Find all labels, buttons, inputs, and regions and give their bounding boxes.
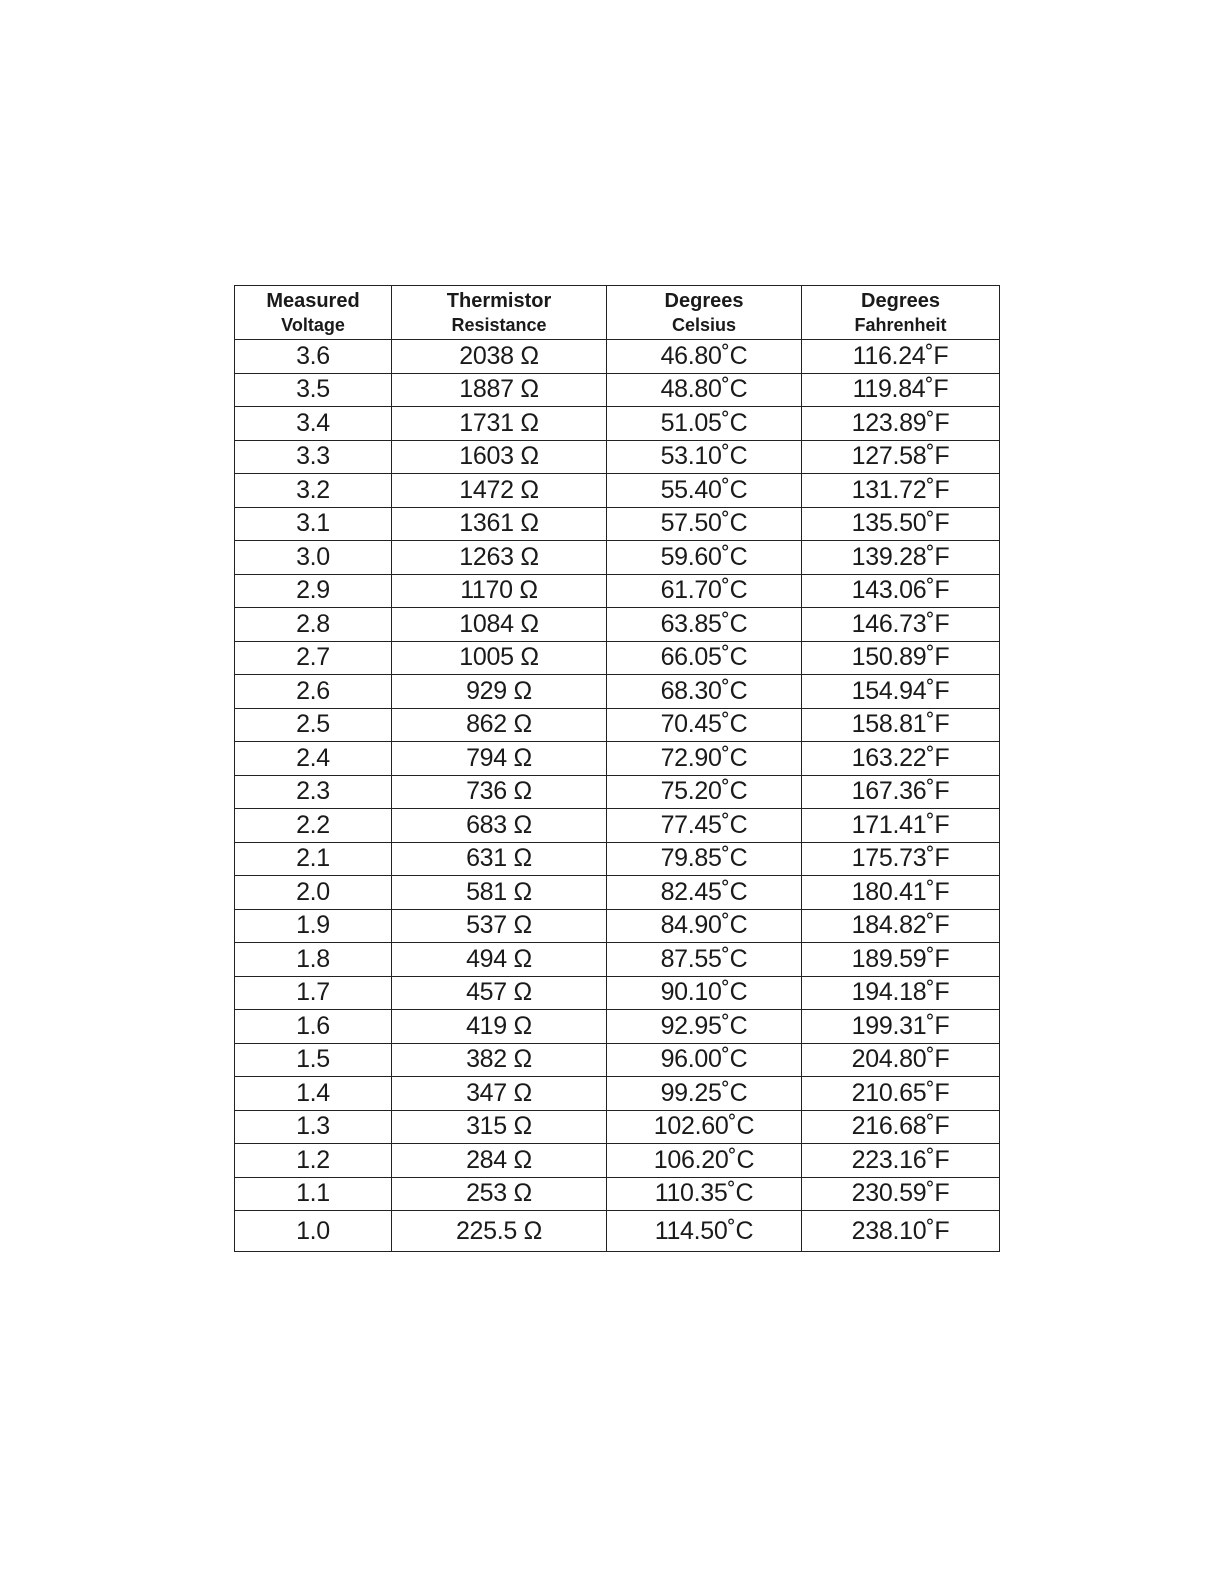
resistance-cell: 457 Ω — [392, 976, 607, 1010]
celsius-cell: 87.55˚C — [607, 943, 802, 977]
fahrenheit-cell: 158.81˚F — [802, 708, 1000, 742]
voltage-cell: 1.8 — [235, 943, 392, 977]
fahrenheit-cell: 116.24˚F — [802, 340, 1000, 374]
resistance-cell: 315 Ω — [392, 1110, 607, 1144]
fahrenheit-cell: 167.36˚F — [802, 775, 1000, 809]
table-row — [235, 1211, 1000, 1252]
voltage-cell: 2.3 — [235, 775, 392, 809]
voltage-cell: 2.4 — [235, 742, 392, 776]
resistance-cell: 1263 Ω — [392, 541, 607, 575]
voltage-cell: 1.0 — [235, 1211, 392, 1252]
voltage-cell: 2.1 — [235, 842, 392, 876]
celsius-cell: 53.10˚C — [607, 440, 802, 474]
header-line2: Celsius — [671, 314, 737, 335]
celsius-cell: 77.45˚C — [607, 809, 802, 843]
celsius-cell: 72.90˚C — [607, 742, 802, 776]
table-row — [235, 440, 1000, 474]
table-row — [235, 340, 1000, 374]
resistance-cell: 683 Ω — [392, 809, 607, 843]
resistance-cell: 1084 Ω — [392, 608, 607, 642]
resistance-cell: 631 Ω — [392, 842, 607, 876]
celsius-cell: 92.95˚C — [607, 1010, 802, 1044]
fahrenheit-cell: 119.84˚F — [802, 373, 1000, 407]
fahrenheit-cell: 131.72˚F — [802, 474, 1000, 508]
voltage-cell: 1.6 — [235, 1010, 392, 1044]
celsius-cell: 82.45˚C — [607, 876, 802, 910]
voltage-cell: 3.3 — [235, 440, 392, 474]
resistance-cell: 1170 Ω — [392, 574, 607, 608]
table-row — [235, 407, 1000, 441]
celsius-cell: 110.35˚C — [607, 1177, 802, 1211]
table-row — [235, 574, 1000, 608]
celsius-cell: 75.20˚C — [607, 775, 802, 809]
celsius-cell: 114.50˚C — [607, 1211, 802, 1252]
fahrenheit-cell: 223.16˚F — [802, 1144, 1000, 1178]
table-row — [235, 641, 1000, 675]
celsius-cell: 79.85˚C — [607, 842, 802, 876]
fahrenheit-cell: 189.59˚F — [802, 943, 1000, 977]
voltage-cell: 2.5 — [235, 708, 392, 742]
resistance-cell: 1731 Ω — [392, 407, 607, 441]
fahrenheit-cell: 204.80˚F — [802, 1043, 1000, 1077]
fahrenheit-cell: 175.73˚F — [802, 842, 1000, 876]
celsius-cell: 48.80˚C — [607, 373, 802, 407]
fahrenheit-cell: 146.73˚F — [802, 608, 1000, 642]
resistance-cell: 284 Ω — [392, 1144, 607, 1178]
resistance-cell: 736 Ω — [392, 775, 607, 809]
voltage-cell: 3.2 — [235, 474, 392, 508]
table-row — [235, 976, 1000, 1010]
resistance-cell: 2038 Ω — [392, 340, 607, 374]
table-row — [235, 1077, 1000, 1111]
table-row — [235, 842, 1000, 876]
voltage-cell: 2.6 — [235, 675, 392, 709]
fahrenheit-cell: 143.06˚F — [802, 574, 1000, 608]
voltage-cell: 3.6 — [235, 340, 392, 374]
table-row — [235, 909, 1000, 943]
fahrenheit-cell: 171.41˚F — [802, 809, 1000, 843]
header-degrees-celsius — [607, 286, 802, 340]
celsius-cell: 46.80˚C — [607, 340, 802, 374]
header-line1: Degrees — [861, 289, 940, 312]
celsius-cell: 96.00˚C — [607, 1043, 802, 1077]
celsius-cell: 102.60˚C — [607, 1110, 802, 1144]
fahrenheit-cell: 238.10˚F — [802, 1211, 1000, 1252]
table-row — [235, 675, 1000, 709]
table-body — [235, 340, 1000, 1252]
table-row — [235, 1144, 1000, 1178]
table-row — [235, 742, 1000, 776]
table-row — [235, 541, 1000, 575]
voltage-cell: 2.2 — [235, 809, 392, 843]
fahrenheit-cell: 180.41˚F — [802, 876, 1000, 910]
celsius-cell: 57.50˚C — [607, 507, 802, 541]
table-row — [235, 373, 1000, 407]
celsius-cell: 70.45˚C — [607, 708, 802, 742]
header-measured-voltage — [235, 286, 392, 340]
table-row — [235, 708, 1000, 742]
header-line2: Voltage — [281, 314, 345, 335]
voltage-cell: 1.3 — [235, 1110, 392, 1144]
celsius-cell: 84.90˚C — [607, 909, 802, 943]
fahrenheit-cell: 123.89˚F — [802, 407, 1000, 441]
header-line1: Thermistor — [446, 289, 552, 312]
table-row — [235, 1010, 1000, 1044]
resistance-cell: 1361 Ω — [392, 507, 607, 541]
fahrenheit-cell: 163.22˚F — [802, 742, 1000, 776]
resistance-cell: 862 Ω — [392, 708, 607, 742]
fahrenheit-cell: 127.58˚F — [802, 440, 1000, 474]
voltage-cell: 2.9 — [235, 574, 392, 608]
header-line2: Fahrenheit — [854, 314, 947, 335]
celsius-cell: 63.85˚C — [607, 608, 802, 642]
voltage-cell: 3.4 — [235, 407, 392, 441]
table-row — [235, 809, 1000, 843]
resistance-cell: 794 Ω — [392, 742, 607, 776]
resistance-cell: 253 Ω — [392, 1177, 607, 1211]
fahrenheit-cell: 135.50˚F — [802, 507, 1000, 541]
fahrenheit-cell: 216.68˚F — [802, 1110, 1000, 1144]
header-line1: Degrees — [664, 289, 744, 312]
fahrenheit-cell: 150.89˚F — [802, 641, 1000, 675]
voltage-cell: 2.7 — [235, 641, 392, 675]
celsius-cell: 106.20˚C — [607, 1144, 802, 1178]
celsius-cell: 66.05˚C — [607, 641, 802, 675]
header-degrees-fahrenheit — [802, 286, 1000, 340]
resistance-cell: 494 Ω — [392, 943, 607, 977]
fahrenheit-cell: 154.94˚F — [802, 675, 1000, 709]
voltage-cell: 1.1 — [235, 1177, 392, 1211]
table-row — [235, 608, 1000, 642]
resistance-cell: 1005 Ω — [392, 641, 607, 675]
celsius-cell: 90.10˚C — [607, 976, 802, 1010]
table-row — [235, 1177, 1000, 1211]
header-row — [235, 286, 1000, 340]
resistance-cell: 537 Ω — [392, 909, 607, 943]
celsius-cell: 55.40˚C — [607, 474, 802, 508]
resistance-cell: 225.5 Ω — [392, 1211, 607, 1252]
voltage-cell: 1.4 — [235, 1077, 392, 1111]
table-row — [235, 876, 1000, 910]
fahrenheit-cell: 230.59˚F — [802, 1177, 1000, 1211]
celsius-cell: 99.25˚C — [607, 1077, 802, 1111]
table-row — [235, 775, 1000, 809]
voltage-cell: 1.9 — [235, 909, 392, 943]
celsius-cell: 61.70˚C — [607, 574, 802, 608]
fahrenheit-cell: 184.82˚F — [802, 909, 1000, 943]
resistance-cell: 929 Ω — [392, 675, 607, 709]
table-row — [235, 474, 1000, 508]
table-header — [235, 286, 1000, 340]
voltage-cell: 1.2 — [235, 1144, 392, 1178]
voltage-cell: 1.7 — [235, 976, 392, 1010]
resistance-cell: 1887 Ω — [392, 373, 607, 407]
fahrenheit-cell: 194.18˚F — [802, 976, 1000, 1010]
thermistor-conversion-table — [234, 285, 1000, 1252]
resistance-cell: 1603 Ω — [392, 440, 607, 474]
fahrenheit-cell: 210.65˚F — [802, 1077, 1000, 1111]
table-row — [235, 507, 1000, 541]
celsius-cell: 59.60˚C — [607, 541, 802, 575]
voltage-cell: 1.5 — [235, 1043, 392, 1077]
fahrenheit-cell: 199.31˚F — [802, 1010, 1000, 1044]
header-line2: Resistance — [451, 314, 547, 335]
celsius-cell: 68.30˚C — [607, 675, 802, 709]
voltage-cell: 2.0 — [235, 876, 392, 910]
resistance-cell: 419 Ω — [392, 1010, 607, 1044]
voltage-cell: 3.0 — [235, 541, 392, 575]
fahrenheit-cell: 139.28˚F — [802, 541, 1000, 575]
celsius-cell: 51.05˚C — [607, 407, 802, 441]
voltage-cell: 2.8 — [235, 608, 392, 642]
table-row — [235, 1110, 1000, 1144]
resistance-cell: 581 Ω — [392, 876, 607, 910]
resistance-cell: 347 Ω — [392, 1077, 607, 1111]
header-line1: Measured — [266, 289, 360, 312]
resistance-cell: 382 Ω — [392, 1043, 607, 1077]
header-thermistor-resistance — [392, 286, 607, 340]
voltage-cell: 3.1 — [235, 507, 392, 541]
table-row — [235, 1043, 1000, 1077]
resistance-cell: 1472 Ω — [392, 474, 607, 508]
document-page — [234, 285, 999, 1252]
voltage-cell: 3.5 — [235, 373, 392, 407]
table-row — [235, 943, 1000, 977]
